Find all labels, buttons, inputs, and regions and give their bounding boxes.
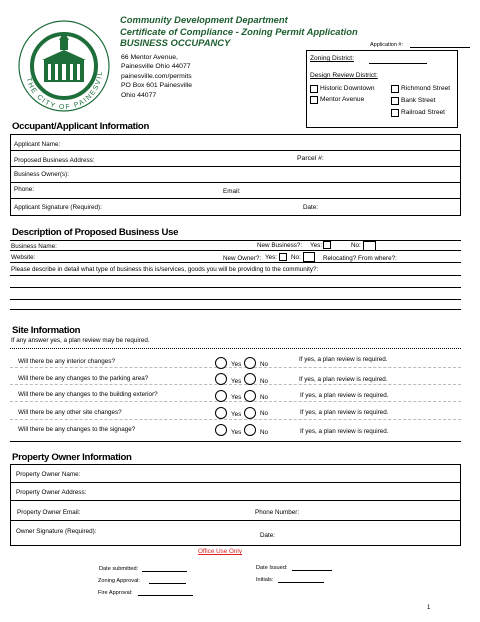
describe-line-2[interactable] <box>10 288 461 300</box>
new-owner-no-checkbox[interactable] <box>303 252 315 262</box>
owner-address-row[interactable] <box>11 483 460 501</box>
describe-line-1[interactable] <box>10 276 461 288</box>
plan-review-note: If yes, a plan review is required. <box>300 428 389 435</box>
new-owner-yes-checkbox[interactable] <box>279 253 287 261</box>
business-address-label: Proposed Business Address: <box>14 157 95 164</box>
historic-downtown-label: Historic Downtown <box>320 85 375 92</box>
applicant-date-label: Date: <box>303 204 319 211</box>
yes-radio[interactable] <box>215 390 227 402</box>
no-label: No <box>260 378 269 385</box>
city-seal-logo <box>14 16 114 120</box>
property-owner-table <box>10 464 461 546</box>
zoning-box <box>306 50 458 128</box>
new-business-no-checkbox[interactable] <box>363 241 376 251</box>
owner-date-label: Date: <box>260 532 276 539</box>
plan-review-note: If yes, a plan review is required. <box>299 376 388 383</box>
owner-address-label: Property Owner Address: <box>16 489 87 496</box>
business-owners-label: Business Owner(s): <box>14 171 69 178</box>
date-submitted-label: Date submitted: <box>99 566 139 572</box>
parcel-label: Parcel #: <box>297 155 324 162</box>
yes-radio[interactable] <box>215 424 227 436</box>
richmond-street-label: Richmond Street <box>401 85 451 92</box>
new-owner-label: New Owner?: <box>223 255 262 262</box>
mentor-avenue-checkbox[interactable] <box>310 96 318 104</box>
yes-label: Yes <box>231 411 242 418</box>
website-row[interactable] <box>10 251 461 263</box>
site-table <box>10 348 461 442</box>
plan-review-note: If yes, a plan review is required. <box>300 409 389 416</box>
owner-name-label: Property Owner Name: <box>16 471 81 478</box>
initials-label: Initials: <box>256 577 274 583</box>
owner-email-label: Property Owner Email: <box>17 509 81 516</box>
question-label: Will there be any changes to the building exterior? <box>18 391 158 398</box>
question-label: Will there be any other site changes? <box>18 409 122 416</box>
plan-review-note: If yes, a plan review is required. <box>300 392 389 399</box>
new-business-label: New Business?: <box>257 242 303 249</box>
describe-row[interactable] <box>10 263 461 276</box>
page-number: 1 <box>427 605 431 611</box>
applicant-signature-label: Applicant Signature (Required): <box>14 204 102 211</box>
describe-label: Please describe in detail what type of business this is/services, goods you will be providing to the community?: <box>11 266 319 273</box>
describe-line-3[interactable] <box>10 300 461 310</box>
application-number-field[interactable] <box>410 47 470 48</box>
site-heading: Site Information <box>12 325 81 336</box>
no-radio[interactable] <box>244 407 256 419</box>
owner-signature-label: Owner Signature (Required): <box>16 528 97 535</box>
mentor-avenue-label: Mentor Avenue <box>320 96 365 103</box>
owner-signature-row[interactable] <box>11 521 460 546</box>
application-number-label: Application #: <box>370 42 404 48</box>
no-radio[interactable] <box>244 424 256 436</box>
yes-label: Yes <box>231 429 242 436</box>
owner-name-row[interactable] <box>11 465 460 483</box>
office-use-heading: Office Use Only <box>198 548 242 555</box>
zoning-district-label: Zoning District: <box>310 55 354 62</box>
no-radio[interactable] <box>244 390 256 402</box>
no-label: No <box>260 429 269 436</box>
business-name-row[interactable] <box>10 241 461 251</box>
occupant-heading: Occupant/Applicant Information <box>12 121 150 132</box>
svg-text:THE CITY OF PAINESVILLE: THE CITY OF PAINESVIL <box>24 70 105 112</box>
fire-approval-label: Fire Approval: <box>98 590 133 596</box>
railroad-street-checkbox[interactable] <box>391 109 399 117</box>
site-question-row <box>10 368 461 385</box>
business-use-heading: Description of Proposed Business Use <box>12 227 179 238</box>
business-name-label: Business Name: <box>11 243 57 250</box>
yes-label: Yes <box>231 361 242 368</box>
property-owner-heading: Property Owner Information <box>12 452 132 463</box>
new-business-yes-checkbox[interactable] <box>323 241 331 249</box>
site-question-row <box>10 349 461 368</box>
owner-email-phone-row[interactable] <box>11 501 460 521</box>
new-business-yes-label: Yes: <box>310 242 323 249</box>
business-use-table <box>10 240 461 310</box>
applicant-signature-row[interactable] <box>11 199 460 216</box>
no-label: No <box>260 410 269 417</box>
zoning-approval-field[interactable] <box>149 583 186 584</box>
date-submitted-field[interactable] <box>142 571 187 572</box>
plan-review-note: If yes, a plan review is required. <box>299 356 388 363</box>
richmond-street-checkbox[interactable] <box>391 85 399 93</box>
yes-label: Yes <box>231 394 242 401</box>
form-title: Certificate of Compliance - Zoning Permit Application <box>120 26 358 37</box>
applicant-name-label: Applicant Name: <box>14 141 61 148</box>
phone-label: Phone: <box>14 186 34 193</box>
bank-street-label: Bank Street <box>401 97 436 104</box>
new-owner-yes-label: Yes: <box>265 254 278 261</box>
date-issued-label: Date Issued: <box>256 565 288 571</box>
applicant-name-row[interactable] <box>11 135 460 151</box>
business-address-row[interactable] <box>11 151 460 167</box>
occupant-table <box>10 134 461 216</box>
new-business-no-label: No: <box>351 242 361 249</box>
date-issued-field[interactable] <box>292 570 332 571</box>
yes-label: Yes <box>231 378 242 385</box>
zoning-district-field[interactable] <box>369 63 427 64</box>
no-radio[interactable] <box>244 373 256 385</box>
no-label: No <box>260 361 269 368</box>
website-label: Website: <box>11 254 36 261</box>
question-label: Will there be any changes to the parking area? <box>18 375 149 382</box>
site-question-row <box>10 385 461 402</box>
yes-radio[interactable] <box>215 373 227 385</box>
email-label: Email: <box>223 188 241 195</box>
design-review-label: Design Review District: <box>310 72 378 79</box>
question-label: Will there be any interior changes? <box>18 358 115 365</box>
site-question-row <box>10 420 461 442</box>
no-label: No <box>260 394 269 401</box>
fire-approval-field[interactable] <box>138 595 193 596</box>
site-question-row <box>10 402 461 420</box>
seal-icon <box>14 16 114 120</box>
historic-downtown-checkbox[interactable] <box>310 85 318 93</box>
city-address: 66 Mentor Avenue, Painesville Ohio 44077 painesville.com/permits PO Box 601 Painesville Ohio 44077 <box>121 54 193 99</box>
dept-name: Community Development Department <box>120 14 288 25</box>
form-subtitle: BUSINESS OCCUPANCY <box>120 37 231 48</box>
question-label: Will there be any changes to the signage? <box>18 426 136 433</box>
new-owner-no-label: No: <box>291 254 301 261</box>
railroad-street-label: Railroad Street <box>401 109 445 116</box>
yes-radio[interactable] <box>215 407 227 419</box>
site-note: If any answer yes, a plan review may be required. <box>11 337 150 344</box>
initials-field[interactable] <box>278 582 324 583</box>
bank-street-checkbox[interactable] <box>391 97 399 105</box>
relocating-label: Relocating? From where?: <box>323 255 397 262</box>
owner-phone-label: Phone Number: <box>255 509 300 516</box>
zoning-approval-label: Zoning Approval: <box>98 578 140 584</box>
business-owners-row[interactable] <box>11 167 460 183</box>
phone-email-row[interactable] <box>11 183 460 199</box>
